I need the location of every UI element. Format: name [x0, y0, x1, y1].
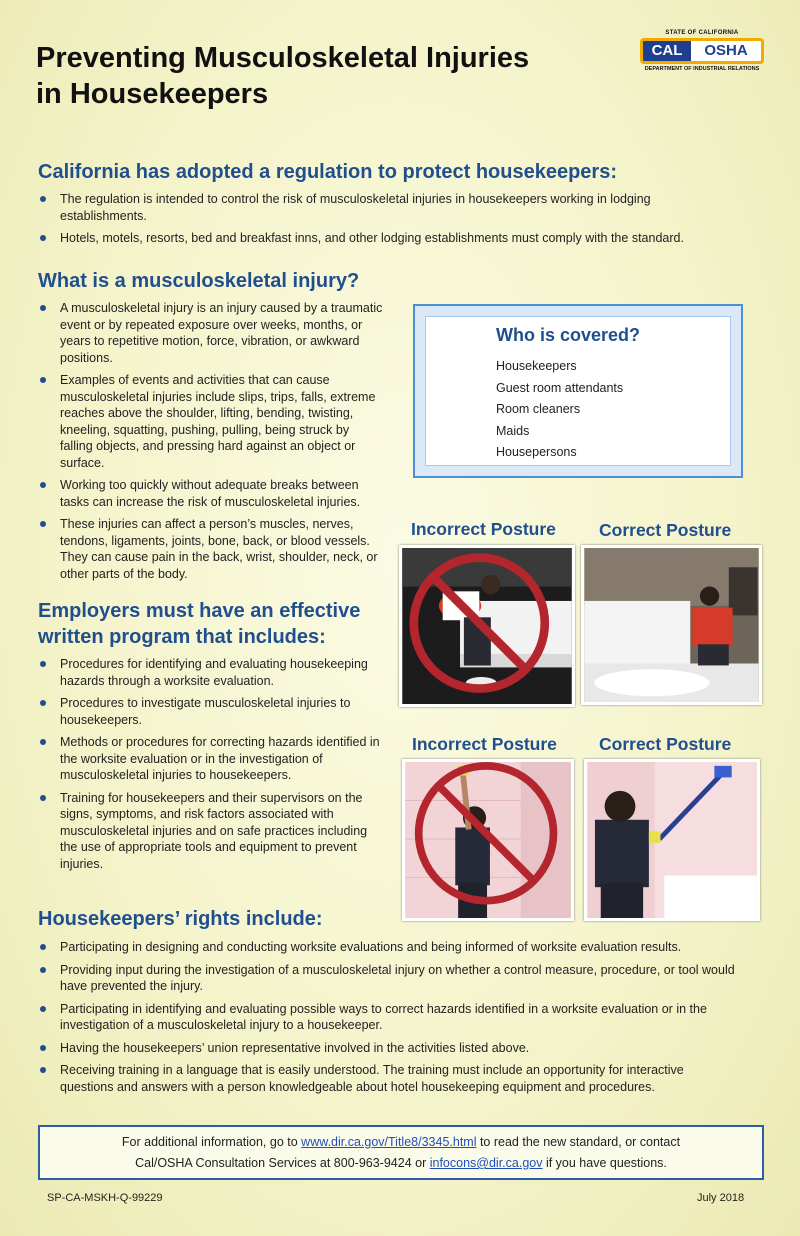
incorrect-posture-photo-bed [399, 545, 575, 707]
list-item: Providing input during the investigation of a musculoskeletal injury on whether a control measure, procedure, or tool would have prevented the injury. [38, 962, 738, 995]
section-regulation-heading: California has adopted a regulation to protect housekeepers: [38, 161, 617, 183]
logo-bottom-text: DEPARTMENT OF INDUSTRIAL RELATIONS [644, 66, 760, 72]
logo-osha-text: OSHA [691, 41, 761, 61]
covered-item: Room cleaners [496, 402, 581, 416]
correct-bed-illustration [584, 548, 759, 702]
info-text: For additional information, go to [121, 1135, 302, 1149]
section-employers-heading-line2: written program that includes: [38, 626, 326, 648]
list-item: Methods or procedures for correcting hazards identified in the worksite evaluation or in the investigation of musculoskeletal injuries to housekeepers. [38, 734, 383, 784]
covered-item: Maids [496, 423, 530, 438]
info-line-2 [40, 1153, 762, 1174]
section-rights-heading: Housekeepers’ rights include: [38, 908, 323, 930]
section-rights-list [38, 939, 738, 1101]
page-title [36, 40, 596, 112]
list-item: The regulation is intended to control the risk of musculoskeletal injuries in housekeepers working in lodging establishments. [38, 191, 728, 224]
document-date: July 2018 [697, 1192, 745, 1204]
section-employers-list [38, 656, 383, 878]
who-is-covered-inner [425, 316, 731, 466]
info-line-1 [40, 1132, 762, 1153]
document-code: SP-CA-MSKH-Q-99229 [47, 1192, 163, 1204]
info-text: if you have questions. [542, 1156, 667, 1170]
logo-band [640, 38, 764, 64]
page-title-line1: Preventing Musculoskeletal Injuries [36, 42, 530, 74]
section-regulation-list [38, 191, 728, 253]
additional-info-box [38, 1125, 764, 1180]
list-item: A musculoskeletal injury is an injury caused by a traumatic event or by repeated exposure over weeks, months, or years to repetitive motion, force, vibration, or awkward positions. [38, 300, 383, 366]
email-link[interactable]: infocons@dir.ca.gov [429, 1156, 543, 1170]
list-item: These injuries can affect a person’s muscles, nerves, tendons, ligaments, joints, bone, back, or blood vessels. They can cause pain in the back, wrist, shoulder, neck, or other parts of the body. [38, 516, 383, 582]
correct-posture-photo-bed [581, 545, 762, 705]
cal-osha-logo [640, 30, 764, 90]
list-item: Hotels, motels, resorts, bed and breakfast inns, and other lodging establishments must comply with the standard. [38, 230, 728, 247]
who-is-covered-heading: Who is covered? [496, 325, 641, 345]
section-employers-heading [38, 598, 360, 650]
incorrect-posture-photo-reach [402, 759, 574, 921]
list-item: Having the housekeepers’ union representative involved in the activities listed above. [38, 1040, 738, 1057]
correct-posture-label-2: Correct Posture [599, 734, 732, 754]
incorrect-bed-illustration [402, 548, 572, 704]
correct-posture-photo-reach [584, 759, 760, 921]
standard-link[interactable]: www.dir.ca.gov/Title8/3345.html [301, 1135, 477, 1149]
logo-cal-text: CAL [643, 41, 691, 61]
list-item: Participating in identifying and evaluating possible ways to correct hazards identified in a worksite evaluation or in the investigation of a musculoskeletal injury to a housekeeper. [38, 1001, 738, 1034]
list-item: Procedures to investigate musculoskeletal injuries to housekeepers. [38, 695, 383, 728]
correct-reach-illustration [587, 762, 757, 918]
section-injury-list [38, 300, 383, 588]
section-injury-heading: What is a musculoskeletal injury? [38, 270, 360, 292]
list-item: Participating in designing and conducting worksite evaluations and being informed of worksite evaluation results. [38, 939, 738, 956]
page-title-line2: in Housekeepers [36, 78, 269, 110]
list-item: Procedures for identifying and evaluating housekeeping hazards through a worksite evaluation. [38, 656, 383, 689]
logo-top-text: STATE OF CALIFORNIA [665, 30, 739, 36]
section-employers-heading-line1: Employers must have an effective [38, 600, 361, 622]
covered-item: Housepersons [496, 445, 577, 459]
who-is-covered-box [413, 304, 743, 478]
correct-posture-label-1: Correct Posture [599, 520, 732, 540]
list-item: Training for housekeepers and their supervisors on the signs, symptoms, and risk factors associated with musculoskeletal injuries and on safe practices including the use of appropriate tools and equipment to prevent injuries. [38, 790, 383, 873]
list-item: Receiving training in a language that is easily understood. The training must include an opportunity for interactive questions and answers with a person knowledgeable about hotel housekeeping equipment and procedures. [38, 1062, 738, 1095]
list-item: Working too quickly without adequate breaks between tasks can increase the risk of musculoskeletal injuries. [38, 477, 383, 510]
incorrect-posture-label-2: Incorrect Posture [412, 734, 557, 754]
incorrect-posture-label-1: Incorrect Posture [411, 519, 556, 539]
list-item: Examples of events and activities that can cause musculoskeletal injuries include slips, trips, falls, extreme reaches above the shoulder, lifting, bending, twisting, kneeling, squatting, pushing, pulling, being struck by falling objects, and pressing hard against an object or surface. [38, 372, 383, 471]
info-text: to read the new standard, or contact [476, 1135, 681, 1149]
incorrect-reach-illustration [405, 762, 571, 918]
covered-item: Housekeepers [496, 359, 577, 373]
info-text: Cal/OSHA Consultation Services at 800-963-9424 or [135, 1156, 430, 1170]
covered-item: Guest room attendants [496, 380, 624, 395]
